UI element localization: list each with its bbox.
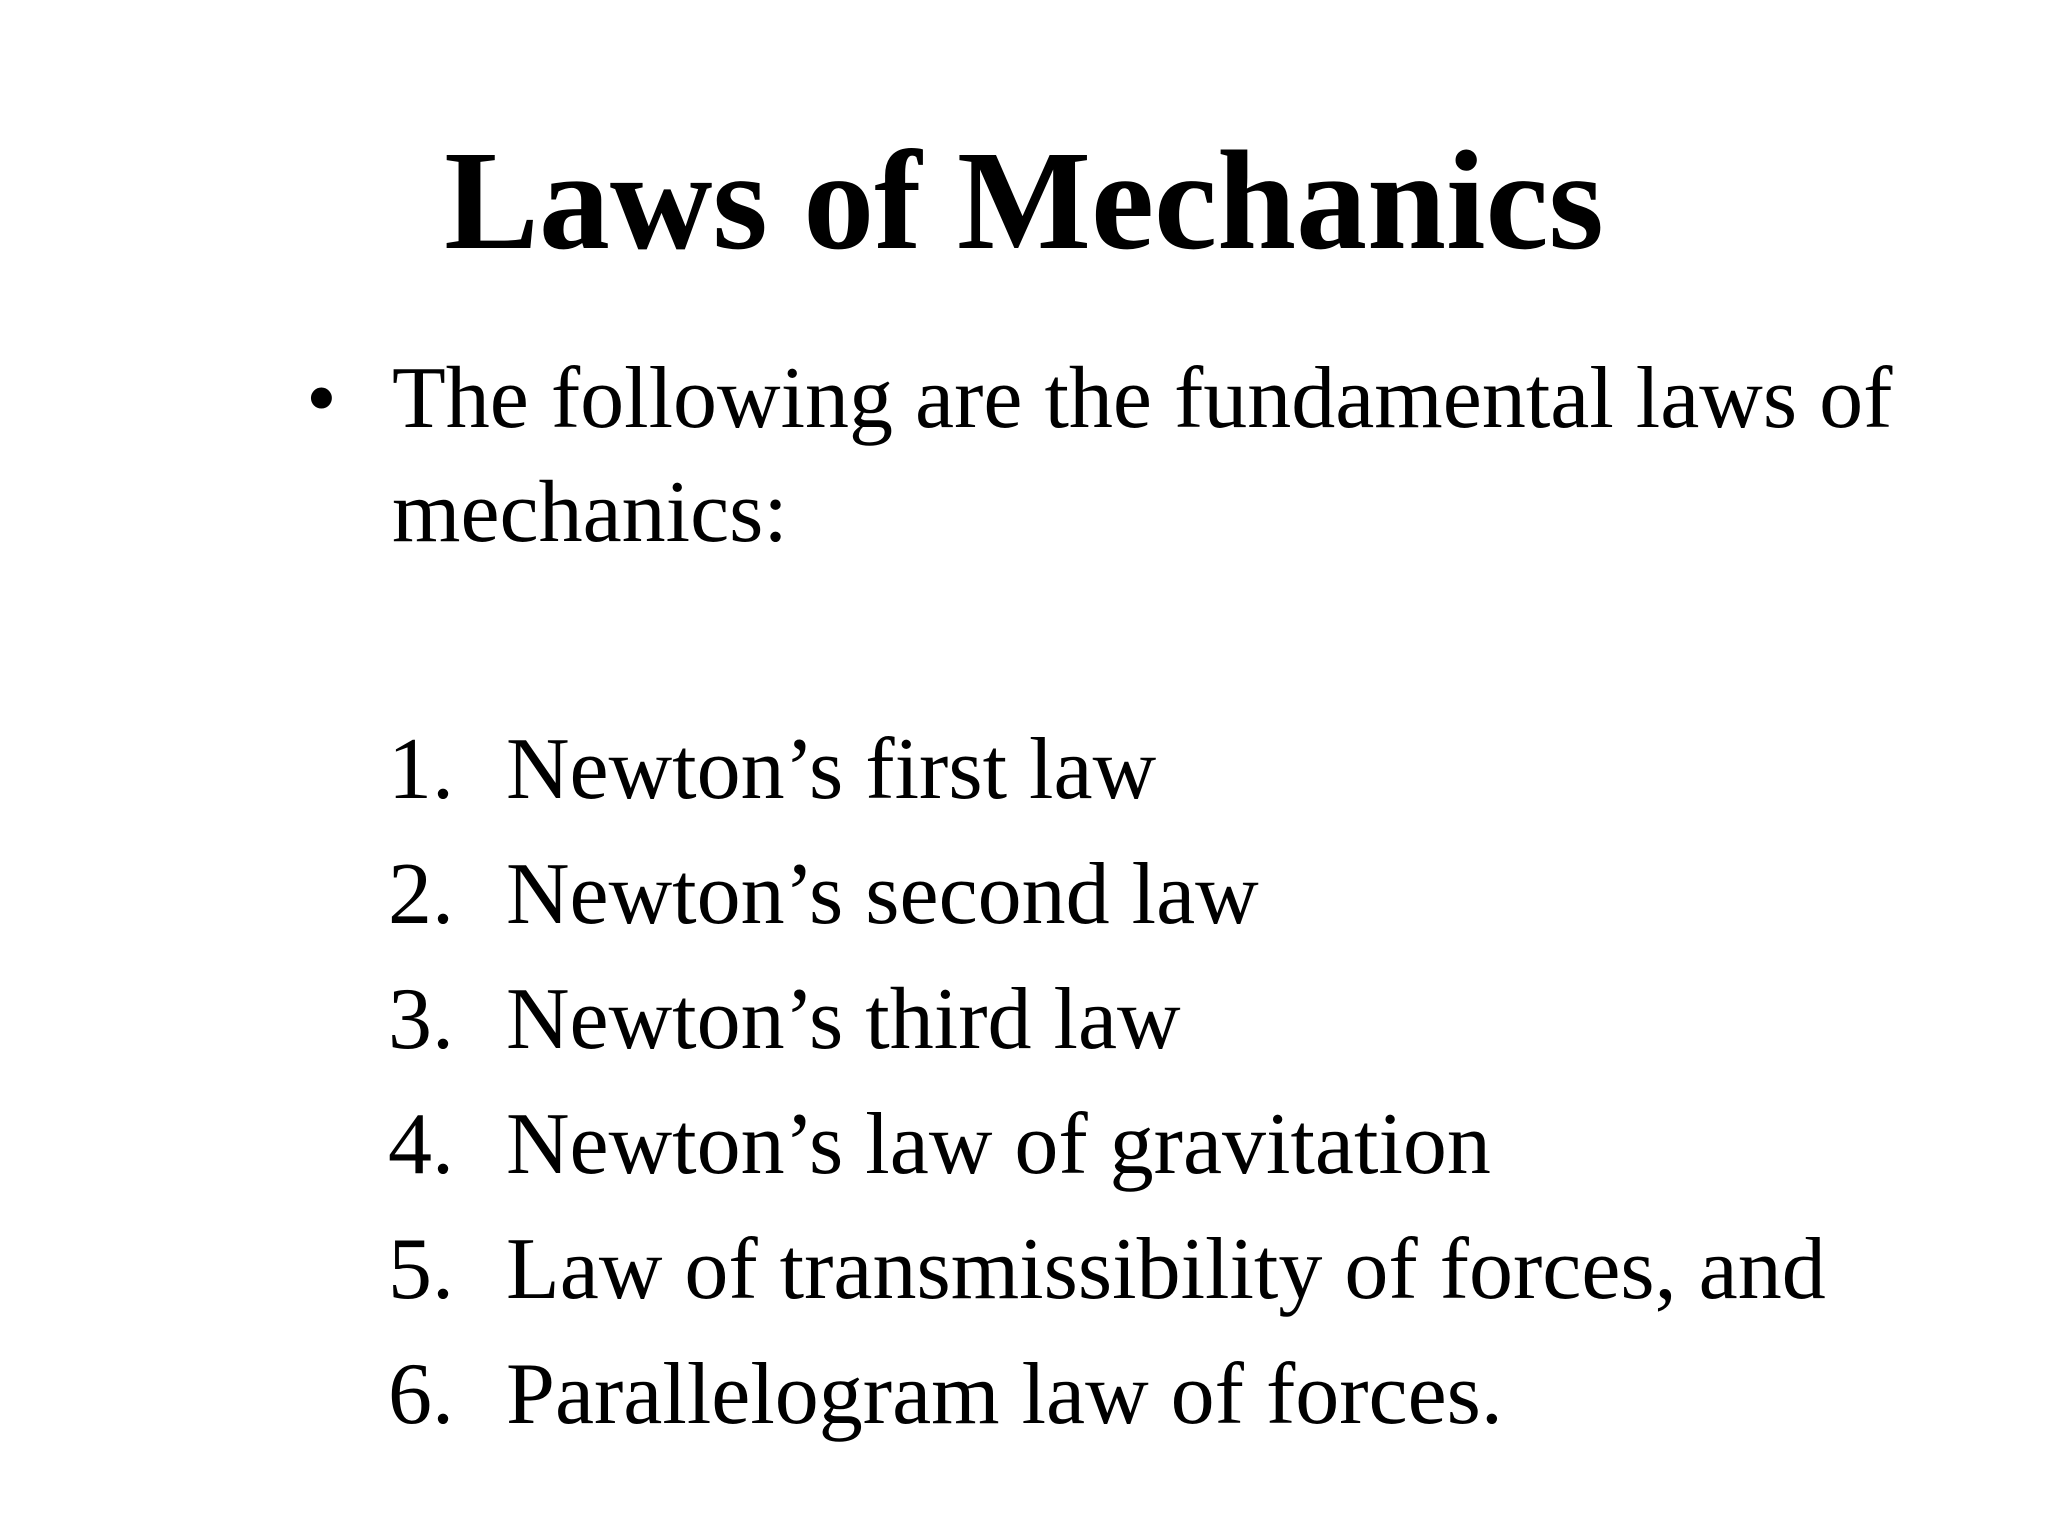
slide-title: Laws of Mechanics (444, 121, 1604, 279)
list-item-text: Newton’s first law (506, 721, 1157, 818)
list-item-number: 1. (388, 721, 454, 818)
list-item-number: 3. (388, 971, 454, 1068)
list-item-text: Parallelogram law of forces. (506, 1346, 1503, 1443)
list-item-text: Law of transmissibility of forces, and (506, 1221, 1826, 1318)
list-item-text: Newton’s third law (506, 971, 1181, 1068)
list-item-number: 2. (388, 846, 454, 943)
list-item-text: Newton’s law of gravitation (506, 1096, 1491, 1193)
bullet-marker: • (306, 350, 337, 447)
list-item-number: 4. (388, 1096, 454, 1193)
list-item-text: Newton’s second law (506, 846, 1259, 943)
list-item-number: 5. (388, 1221, 454, 1318)
list-item-number: 6. (388, 1346, 454, 1443)
intro-text: The following are the fundamental laws of mechanics: (392, 350, 1893, 561)
